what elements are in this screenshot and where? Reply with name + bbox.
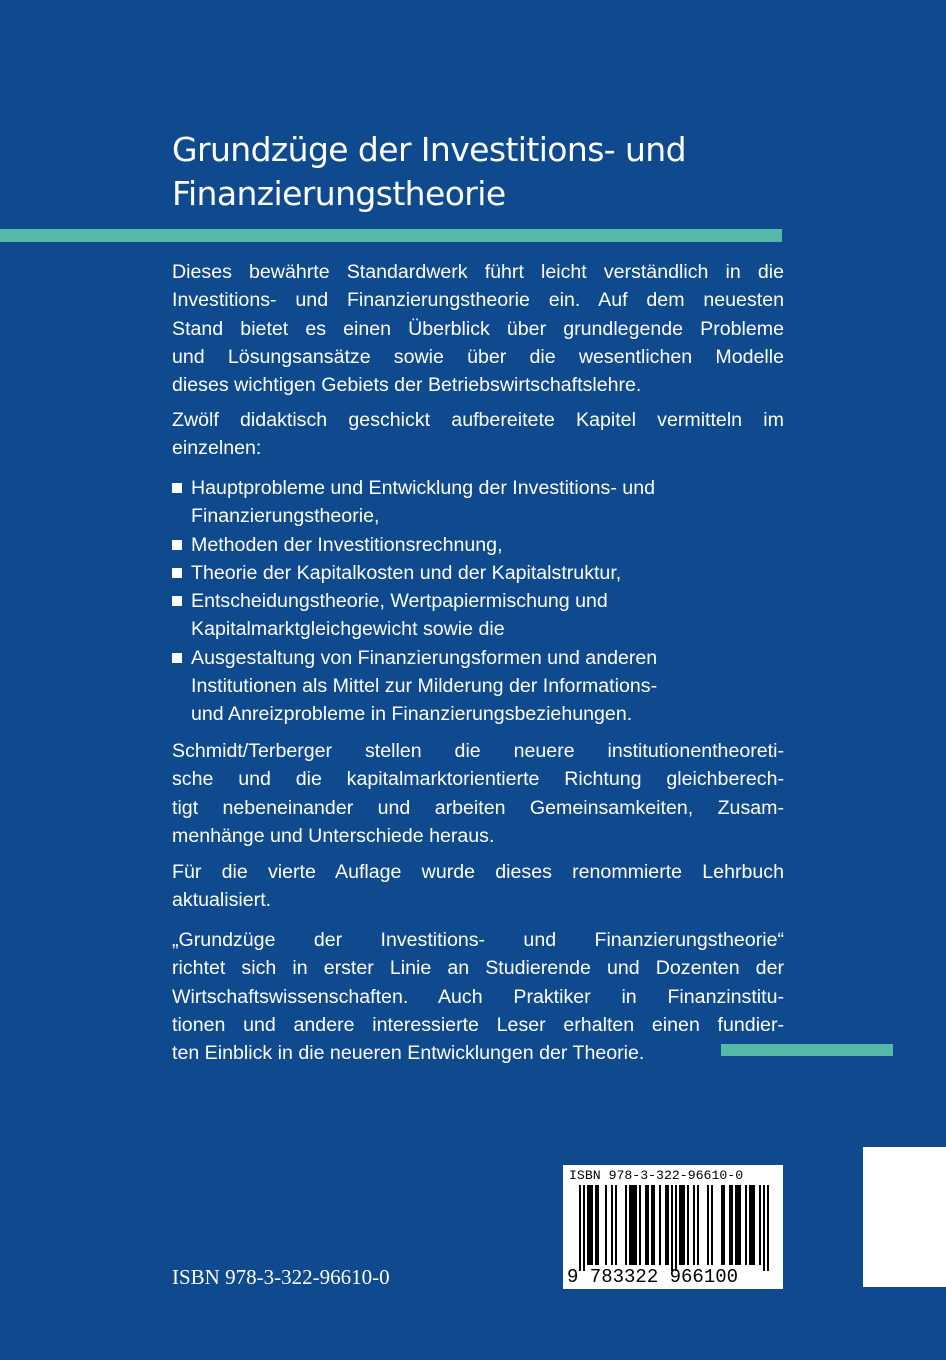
barcode-bar [671, 1185, 673, 1271]
barcode-bar [639, 1185, 641, 1265]
paragraph-intro [172, 258, 784, 399]
barcode-bar [597, 1185, 599, 1265]
list-item-line: Ausgestaltung von Finanzierungsformen und anderen [191, 646, 658, 669]
text-line: Zwölf didaktisch geschickt aufbereitete Kapitel vermitteln im [172, 409, 784, 431]
barcode-digits: 9 783322 966100 [567, 1266, 739, 1288]
square-bullet-icon [172, 568, 182, 578]
book-title-line-2: Finanzierungstheorie [172, 174, 506, 213]
barcode-bar [665, 1185, 667, 1265]
list-item-line: Kapitalmarktgleichgewicht sowie die [191, 618, 505, 641]
barcode-bar [737, 1185, 739, 1265]
barcode-bar [707, 1185, 709, 1265]
text-line: Stand bietet es einen Überblick über grundlegende Probleme [172, 317, 784, 340]
barcode-bar [679, 1185, 681, 1265]
barcode-bar [659, 1185, 661, 1265]
list-item [172, 587, 772, 644]
accent-rule-top [0, 229, 782, 242]
list-item [172, 474, 772, 531]
barcode-bar [697, 1185, 699, 1265]
list-item-line: Methoden der Investitionsrechnung, [191, 533, 503, 556]
square-bullet-icon [172, 596, 182, 606]
barcode-bar [731, 1185, 733, 1265]
barcode-bar [711, 1185, 713, 1265]
barcode-bar [739, 1185, 741, 1265]
barcode-bar [591, 1185, 593, 1265]
book-title-line-1: Grundzüge der Investitions- und [172, 130, 686, 169]
text-line: richtet sich in erster Linie an Studierende und Dozenten der [172, 957, 784, 980]
text-line: tigt nebeneinander und arbeiten Gemeinsamkeiten, Zusam- [172, 796, 784, 819]
barcode-bar [721, 1185, 723, 1265]
paragraph-authors [172, 737, 784, 850]
text-line: Für die vierte Auflage wurde dieses renommierte Lehrbuch [172, 861, 784, 883]
barcode-bar [759, 1185, 761, 1265]
barcode-bar [753, 1185, 755, 1265]
barcode-bar [629, 1185, 631, 1265]
barcode [563, 1165, 783, 1289]
list-item-line: und Anreizprobleme in Finanzierungsbeziehungen. [191, 703, 633, 726]
text-line: tionen und andere interessierte Leser erhalten einen fundier- [172, 1013, 784, 1036]
barcode-bar [751, 1185, 753, 1265]
barcode-bar [587, 1185, 589, 1265]
text-line: Investitions- und Finanzierungstheorie ein. Auf dem neuesten [172, 289, 784, 312]
barcode-bar [735, 1185, 737, 1265]
barcode-bar [667, 1185, 669, 1265]
barcode-bar [589, 1185, 591, 1265]
barcode-bar [635, 1185, 637, 1265]
paragraph-audience [172, 926, 784, 1067]
text-line: Wirtschaftswissenschaften. Auch Praktiker in Finanzinstitu- [172, 985, 784, 1008]
text-line: Dieses bewährte Standardwerk führt leicht verständlich in die [172, 261, 784, 283]
paragraph-chapters-intro [172, 406, 784, 463]
accent-rule-bottom [721, 1044, 893, 1056]
square-bullet-icon [172, 653, 182, 663]
isbn-text: ISBN 978-3-322-96610-0 [172, 1265, 390, 1289]
barcode-bar [645, 1185, 647, 1265]
barcode-bar [687, 1185, 689, 1265]
barcode-bar [675, 1185, 677, 1271]
barcode-bar [605, 1185, 607, 1265]
barcode-bar [723, 1185, 725, 1265]
barcode-bar [631, 1185, 633, 1265]
barcode-bar [653, 1185, 655, 1265]
text-line: dieses wichtigen Gebiets der Betriebswirtschaftslehre. [172, 374, 642, 397]
square-bullet-icon [172, 483, 182, 493]
barcode-bar [681, 1185, 683, 1265]
list-item-line: Theorie der Kapitalkosten und der Kapitalstruktur, [191, 561, 622, 584]
barcode-bar [683, 1185, 685, 1265]
list-item-line: Entscheidungstheorie, Wertpapiermischung und [191, 590, 608, 613]
list-item [172, 559, 772, 587]
barcode-bar [633, 1185, 635, 1265]
text-line: aktualisiert. [172, 889, 272, 912]
barcode-bar [579, 1185, 581, 1271]
paragraph-edition [172, 858, 784, 915]
text-line: einzelnen: [172, 437, 262, 460]
barcode-bar [749, 1185, 751, 1265]
barcode-bar [625, 1185, 627, 1265]
square-bullet-icon [172, 540, 182, 550]
text-line: Schmidt/Terberger stellen die neuere institutionentheoreti- [172, 740, 784, 762]
barcode-bar [745, 1185, 747, 1265]
list-item-line: Institutionen als Mittel zur Milderung der Informations- [191, 675, 658, 698]
text-line: menhänge und Unterschiede heraus. [172, 824, 495, 847]
barcode-bar [615, 1185, 617, 1265]
text-line: ten Einblick in die neueren Entwicklungen der Theorie. [172, 1042, 645, 1065]
text-line: „Grundzüge der Investitions- und Finanzierungstheorie“ [172, 929, 784, 951]
text-line: sche und die kapitalmarktorientierte Richtung gleichberech- [172, 768, 784, 791]
barcode-bar [611, 1185, 613, 1265]
list-item [172, 531, 772, 559]
list-item-line: Hauptprobleme und Entwicklung der Investitions- und [191, 477, 655, 499]
barcode-bar [767, 1185, 769, 1271]
barcode-bar [729, 1185, 731, 1265]
list-item [172, 644, 772, 729]
spine-label-area [863, 1147, 946, 1287]
barcode-isbn-label: ISBN 978-3-322-96610-0 [569, 1168, 744, 1183]
barcode-bar [583, 1185, 585, 1271]
chapter-list [172, 474, 772, 729]
text-line: und Lösungsansätze sowie über die wesentlichen Modelle [172, 345, 784, 368]
barcode-bar [595, 1185, 597, 1265]
barcode-bar [651, 1185, 653, 1265]
barcode-bar [763, 1185, 765, 1271]
book-title [172, 128, 792, 216]
list-item-line: Finanzierungstheorie, [191, 505, 380, 528]
barcode-bar [647, 1185, 649, 1265]
barcode-bar [693, 1185, 695, 1265]
